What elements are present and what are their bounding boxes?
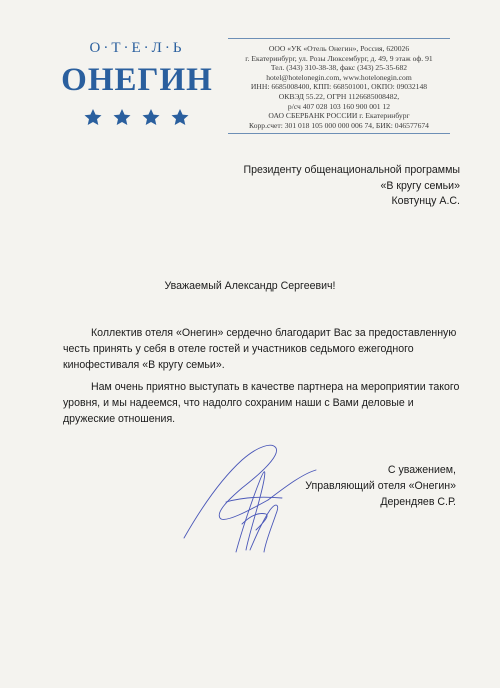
company-requisites bbox=[228, 44, 450, 130]
body-paragraph-2: Нам очень приятно выступать в качестве партнера на мероприятии такого уровня, и мы надеемся, что надолго сохраним наши с Вами деловые и дружеские отношения. bbox=[63, 381, 460, 425]
requisite-line: ОКВЭД 55.22, ОГРН 1126685008482, bbox=[278, 91, 400, 101]
requisite-line: ООО «УК «Отель Онегин», Россия, 620026 bbox=[268, 44, 410, 53]
body-paragraph-1: Коллектив отеля «Онегин» сердечно благодарит Вас за предоставленную честь принять у себя в отеле гостей и участников седьмого ежегодного кинофестиваля «В кругу семьи». bbox=[63, 327, 457, 371]
closing-line: Управляющий отеля «Онегин» bbox=[305, 480, 456, 492]
requisite-line: р/сч 407 028 103 160 900 001 12 bbox=[287, 101, 391, 111]
logo-stars-icon bbox=[52, 106, 222, 126]
requisite-line: Тел. (343) 310-38-38, факс (343) 25-35-682 bbox=[270, 63, 408, 73]
salutation: Уважаемый Александр Сергеевич! bbox=[164, 280, 336, 292]
requisite-line: ИНН: 6685008400, КПП: 668501001, ОКПО: 09032148 bbox=[250, 82, 428, 92]
closing-line: С уважением, bbox=[387, 464, 456, 476]
header-rule-bottom bbox=[228, 133, 450, 134]
header-rule-top bbox=[228, 38, 450, 39]
logo-top-line: О·Т·Е·Л·Ь bbox=[89, 40, 185, 56]
requisite-line: ОАО СБЕРБАНК РОССИИ г. Екатеринбург bbox=[268, 111, 410, 121]
requisite-line: Корр.счет: 301 018 105 000 000 006 74, БИК: 046577674 bbox=[249, 120, 429, 130]
hotel-logo bbox=[52, 40, 222, 130]
addressee-block bbox=[160, 163, 460, 210]
addressee-line: Президенту общенациональной программы bbox=[243, 164, 460, 176]
requisite-line: г. Екатеринбург, ул. Розы Люксембург, д. 49, 9 этаж оф. 91 bbox=[245, 53, 433, 63]
logo-name: ОНЕГИН bbox=[61, 62, 213, 98]
addressee-line: «В кругу семьи» bbox=[380, 179, 460, 192]
closing-line: Дерендяев С.Р. bbox=[380, 496, 456, 508]
closing-block bbox=[196, 462, 456, 510]
requisite-line: hotel@hotelonegin.com, www.hotelonegin.com bbox=[266, 72, 412, 82]
addressee-line: Ковтунцу А.С. bbox=[391, 195, 460, 208]
